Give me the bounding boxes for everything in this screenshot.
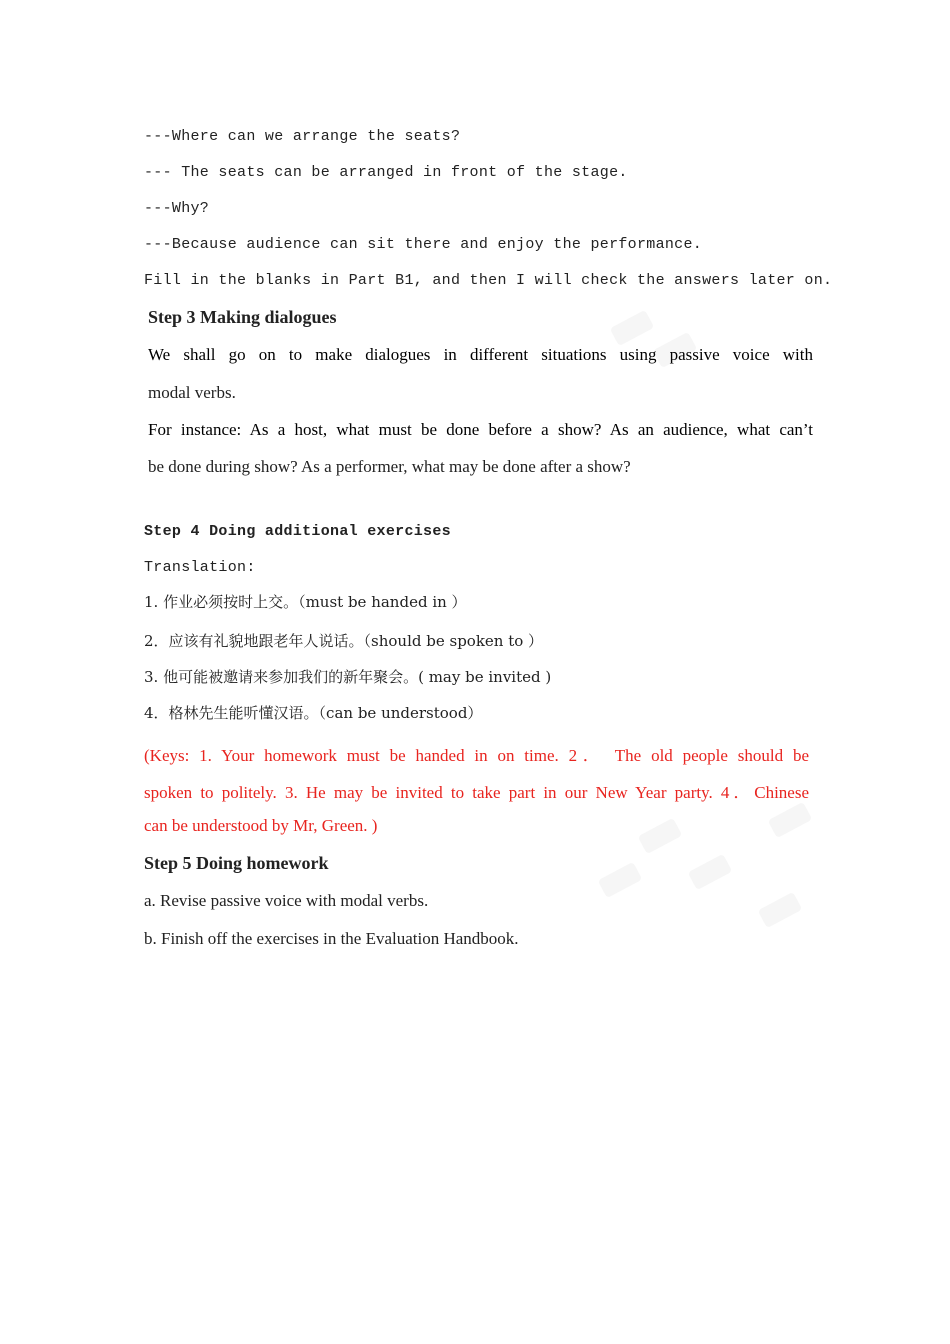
- answer-keys-line: can be understood by Mr, Green. ): [144, 816, 378, 835]
- translation-item: 2．应该有礼貌地跟老年人说话。（should be spoken to ）: [144, 632, 544, 650]
- step3-paragraph-line: be done during show? As a performer, what may be done after a show?: [148, 457, 631, 476]
- answer-keys-line: spoken to politely. 3. He may be invited to take part in our New Year party. 4．Chinese: [144, 783, 809, 802]
- homework-item-a: a. Revise passive voice with modal verbs.: [144, 891, 429, 910]
- step5-heading: Step 5 Doing homework: [144, 853, 329, 873]
- watermark: [768, 802, 813, 838]
- translation-item: 3. 他可能被邀请来参加我们的新年聚会。( may be invited ): [144, 668, 552, 686]
- dialogue-question-2: ---Why?: [144, 200, 210, 217]
- watermark: [638, 818, 683, 854]
- translation-label: Translation:: [144, 559, 256, 576]
- watermark: [688, 854, 733, 890]
- step3-paragraph-line: For instance: As a host, what must be done before a show? As an audience, what can’t: [148, 420, 813, 439]
- dialogue-question-1: ---Where can we arrange the seats?: [144, 128, 461, 145]
- watermark: [598, 862, 643, 898]
- translation-item: 4．格林先生能听懂汉语。（can be understood）: [144, 704, 483, 722]
- dialogue-answer-2: ---Because audience can sit there and enjoy the performance.: [144, 236, 703, 253]
- answer-keys-line: (Keys: 1. Your homework must be handed in on time. 2． The old people should be: [144, 746, 809, 765]
- step3-paragraph-line: modal verbs.: [148, 383, 236, 402]
- dialogue-answer-1: --- The seats can be arranged in front of the stage.: [144, 164, 628, 181]
- step4-heading: Step 4 Doing additional exercises: [144, 523, 451, 540]
- step3-heading: Step 3 Making dialogues: [148, 307, 337, 327]
- step3-paragraph-line: We shall go on to make dialogues in different situations using passive voice with: [148, 345, 813, 364]
- instruction-text: Fill in the blanks in Part B1, and then I will check the answers later on.: [144, 272, 833, 289]
- translation-item: 1. 作业必须按时上交。（must be handed in ）: [144, 593, 467, 611]
- watermark: [758, 892, 803, 928]
- watermark: [610, 310, 655, 346]
- homework-item-b: b. Finish off the exercises in the Evaluation Handbook.: [144, 929, 519, 948]
